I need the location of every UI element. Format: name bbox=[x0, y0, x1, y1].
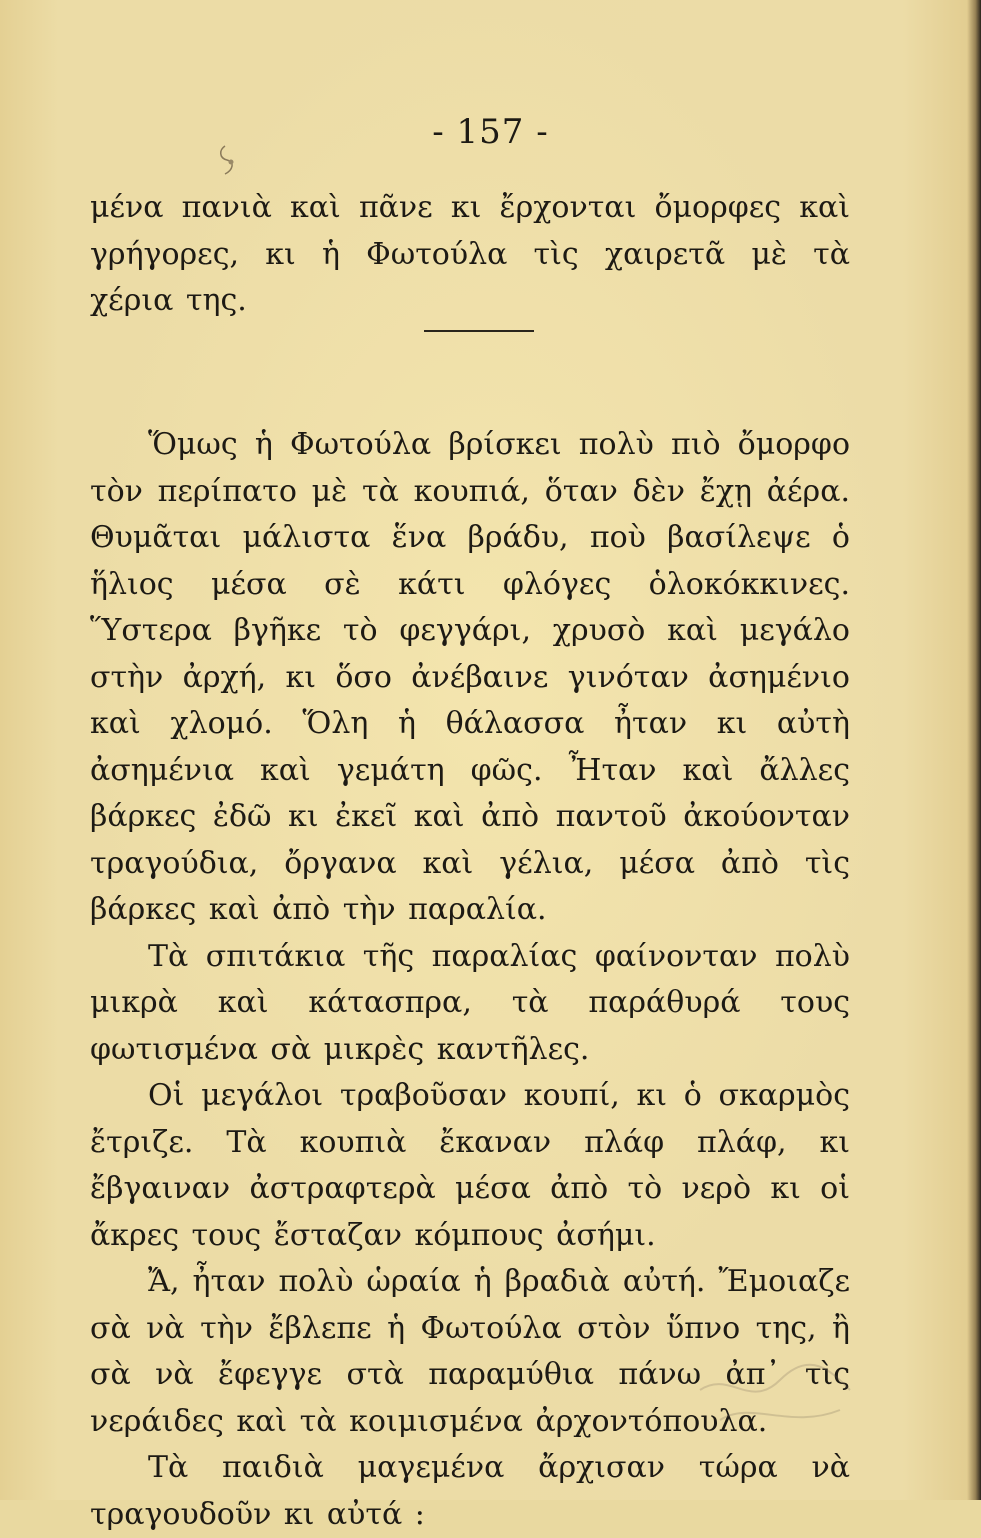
paragraph: Ἄ, ἦταν πολὺ ὡραία ἡ βραδιὰ αὐτή. Ἔμοιαζε σὰ νὰ τὴν ἔβλεπε ἡ Φωτούλα στὸν ὕπνο της, ἢ σὰ νὰ ἔφεγγε στὰ παραμύθια πάνω ἀπ᾽ τὶς νεράιδες καὶ τὰ κοιμισμένα ἀρχοντόπουλα. bbox=[90, 1264, 850, 1439]
text-block-top bbox=[90, 185, 850, 325]
paragraph: Τὰ σπιτάκια τῆς παραλίας φαίνονταν πολὺ μικρὰ καὶ κάτασπρα, τὰ παράθυρά τους φωτισμένα σὰ μικρὲς καντῆλες. bbox=[90, 938, 850, 1067]
page-edge-shadow bbox=[967, 0, 981, 1500]
faint-pencil-mark bbox=[690, 1330, 890, 1440]
paragraph: μένα πανιὰ καὶ πᾶνε κι ἔρχονται ὄμορφες καὶ γρήγορες, κι ἡ Φωτούλα τὶς χαιρετᾶ μὲ τὰ χέρια της. bbox=[90, 190, 850, 318]
section-divider bbox=[424, 330, 534, 332]
paragraph: Τὰ παιδιὰ μαγεμένα ἄρχισαν τώρα νὰ τραγουδοῦν κι αὐτά : bbox=[90, 1450, 850, 1532]
paragraph: Οἱ μεγάλοι τραβοῦσαν κουπί, κι ὁ σκαρμὸς ἔτριζε. Τὰ κουπιὰ ἔκαναν πλάφ πλάφ, κι ἔβγαιναν ἀστραφτερὰ μέσα ἀπὸ τὸ νερὸ κι οἱ ἄκρες τους ἔσταζαν κόμπους ἀσήμι. bbox=[90, 1078, 850, 1253]
paragraph: Ὅμως ἡ Φωτούλα βρίσκει πολὺ πιὸ ὄμορφο τὸν περίπατο μὲ τὰ κουπιά, ὅταν δὲν ἔχῃ ἀέρα. Θυμᾶται μάλιστα ἕνα βράδυ, ποὺ βασίλεψε ὁ ἥλιος μέσα σὲ κάτι φλόγες ὁλοκόκκινες. Ὕστερα βγῆκε τὸ φεγγάρι, χρυσὸ καὶ μεγάλο στὴν ἀρχή, κι ὅσο ἀνέβαινε γινόταν ἀσημένιο καὶ χλομό. Ὅλη ἡ θάλασσα ἦταν κι αὐτὴ ἀσημένια καὶ γεμάτη φῶς. Ἦταν καὶ ἄλλες βάρκες ἐδῶ κι ἐκεῖ καὶ ἀπὸ παντοῦ ἀκούονταν τραγούδια, ὄργανα καὶ γέλια, μέσα ἀπὸ τὶς βάρκες καὶ ἀπὸ τὴν παραλία. bbox=[90, 427, 850, 927]
page-number: - 157 - bbox=[432, 112, 549, 152]
